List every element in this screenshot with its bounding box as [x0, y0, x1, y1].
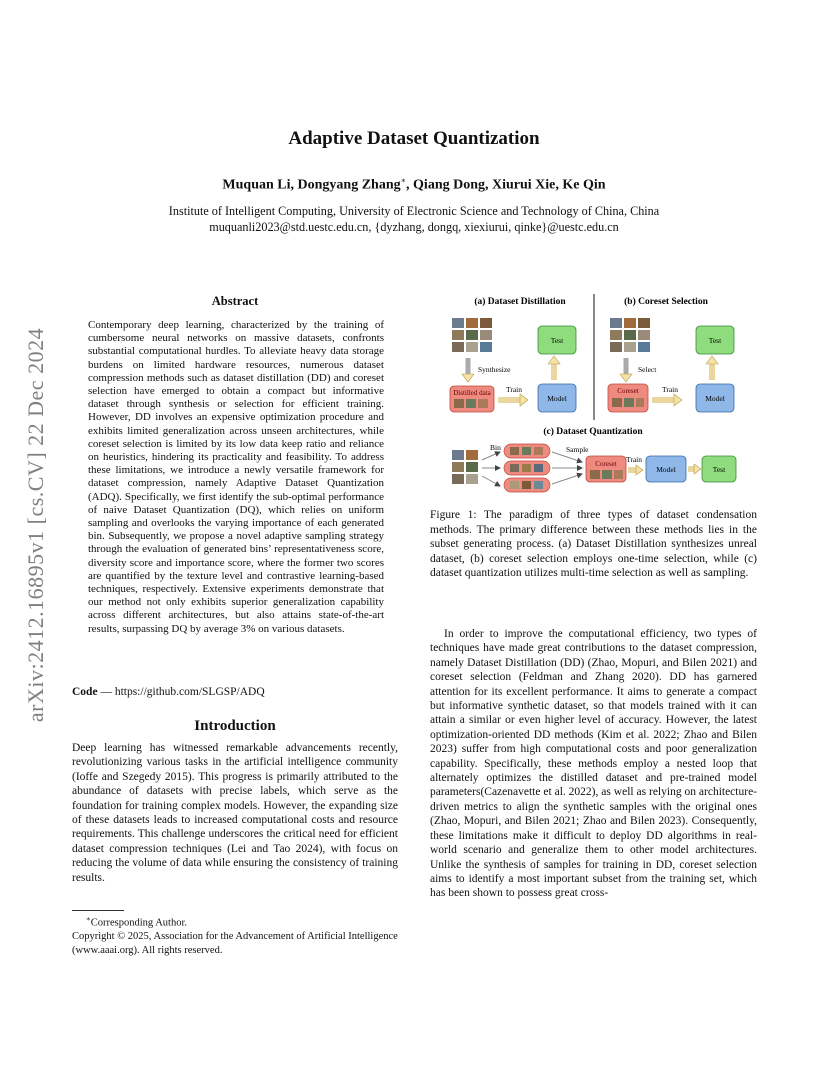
footnote-corresponding [72, 913, 398, 930]
panel-b-image-grid [610, 318, 650, 352]
introduction-paragraph-1: Deep learning has witnessed remarkable advancements recently, revolutionizing various tasks in the artificial intelligence community (Ioffe and Szegedy 2015). This progress is primarily attributed to the abundance of datasets with precise labels, which serve as the foundation for training complex models. However, the expanding size of these datasets leads to increased computational costs and resource requirements. This challenge underscores the critical need for efficient dataset compression techniques (Lei and Tao 2024), with focus on reducing the volume of data while ensuring the consistency of training results. [72, 742, 398, 884]
code-url[interactable]: https://github.com/SLGSP/ADQ [114, 686, 265, 698]
distilled-data-label: Distilled data [453, 389, 491, 397]
code-sep: — [97, 686, 115, 698]
model-label-b: Model [705, 394, 725, 403]
synthesize-arrowhead [462, 374, 474, 382]
footnote-rule [72, 910, 124, 911]
introduction-paragraph-2: In order to improve the computational efficiency, two types of techniques have made great contributions to the dataset compression, namely Dataset Distillation (DD) (Zhao, Mopuri, and Bilen 2021) and coreset selection (Feldman and Zhang 2020). DD has garnered attention for its excellent performance. It aims to generate a compact but informative synthetic dataset, so that models trained with it can attain a similar or even higher level of accuracy. However, the latest optimization-oriented DD methods (Kim et al. 2022; Zhao and Bilen 2023) suffer from high computational costs and poor generalization capability. Specifically, these methods employ a nested loop that alternately optimizes the distilled dataset and pre-trained model parameters(Cazenavette et al. 2022), as well as relying on architecture-driven metrics to align the synthetic samples with the original ones (Zhao, Mopuri, and Bilen 2021; Zhao and Bilen 2023). Consequently, these limitations make it difficult to deploy DD algorithms in real-world scenario and generalize them to other model architectures. Unlike the synthesis of samples for training in DD, coreset selection aims to identify a most important subset from the training set, which has been shown to possess great cross- [430, 628, 757, 900]
caption-prefix: Figure 1: [430, 509, 484, 521]
sample-label: Sample [566, 445, 589, 454]
introduction-heading: Introduction [194, 718, 276, 734]
panel-c-image-grid [452, 450, 478, 484]
copyright-notice: Copyright © 2025, Association for the Advancement of Artificial Intelligence (www.aaai.org). All rights reserved. [72, 931, 398, 956]
select-label: Select [638, 365, 657, 374]
corresponding-mark: ∗ [400, 176, 407, 185]
test-label-b: Test [708, 336, 722, 345]
synthesize-label: Synthesize [478, 365, 511, 374]
panel-a-image-grid [452, 318, 492, 352]
train-arrow-b [674, 394, 682, 406]
up-arrow-a [548, 356, 560, 364]
test-label-a: Test [550, 336, 564, 345]
authors-rest: , Qiang Dong, Xiurui Xie, Ke Qin [406, 177, 606, 193]
author-list [0, 176, 828, 194]
train-arrow-c [636, 465, 643, 475]
panel-a-title: (a) Dataset Distillation [474, 297, 566, 307]
arxiv-id: arXiv:2412.16895v1 [cs.CV] 22 Dec 2024 [23, 327, 48, 723]
figure-1-caption [430, 508, 757, 581]
train-label-b: Train [662, 385, 678, 394]
abstract-text: Contemporary deep learning, characterized by the training of cumbersome neural networks on massive datasets, confronts substantial computational hurdles. To alleviate heavy data storage burdens on limited hardware resources, numerous dataset compression methods such as dataset distillation (DD) and coreset selection have emerged to obtain a compact but informative dataset through synthesis or selection for efficient training. However, DD involves an expensive optimization procedure and exhibits limited generalization across unseen architectures, while coreset selection is limited by its low data keep ratio and reliance on heuristics, hindering its practicality and feasibility. To address these limitations, we introduce a newly versatile framework for dataset compression, namely Adaptive Dataset Quantization (ADQ). Specifically, we first identify the sub-optimal performance of naive Dataset Quantization (DQ), which relies on uniform sampling and overlooks the varying importance of each generated bin. Subsequently, we propose a novel adaptive sampling strategy through the evaluation of generated bins’ representativeness score, diversity score and importance score, where the former two scores are quantified by the texture level and contrastive learning-based techniques, respectively. Extensive experiments demonstrate that our method not only exhibits superior generalization capability across different architectures, but also attains state-of-the-art results, surpassing DQ by average 3% on various datasets. [88, 319, 384, 635]
code-label: Code [72, 686, 98, 698]
code-line [72, 686, 398, 698]
abstract-heading: Abstract [211, 294, 259, 308]
figure-1-diagram [448, 290, 738, 500]
model-label-c: Model [656, 465, 676, 474]
figure-1 [448, 290, 738, 500]
up-arrow-b [706, 356, 718, 364]
affiliation-block [0, 203, 828, 235]
caption-text: The paradigm of three types of dataset condensation methods. The primary difference between these methods lies in the subset generating process. (a) Dataset Distillation synthesizes unreal dataset, (b) coreset selection employs one-time selection, while (c) dataset quantization utilizes multi-time selection as well as sampling. [430, 509, 757, 579]
model-label-a: Model [547, 394, 567, 403]
paper-title: Adaptive Dataset Quantization [288, 128, 540, 149]
footnote-block [72, 913, 398, 957]
test-arrow-c [694, 464, 701, 474]
train-label-c: Train [626, 455, 642, 464]
arxiv-stamp [16, 290, 56, 760]
test-label-c: Test [712, 465, 726, 474]
author-emails: muquanli2023@std.uestc.edu.cn, {dyzhang, dongq, xiexiurui, qinke}@uestc.edu.cn [209, 220, 619, 234]
bin-label: Bin [490, 443, 501, 452]
coreset-label-b: Coreset [617, 387, 639, 395]
authors-first: Muquan Li, Dongyang Zhang [222, 177, 401, 193]
footnote-mark: ∗ [86, 915, 91, 923]
footnote-text: Corresponding Author. [90, 917, 188, 929]
coreset-label-c: Coreset [595, 460, 617, 468]
panel-b-title: (b) Coreset Selection [624, 297, 708, 307]
affiliation: Institute of Intelligent Computing, University of Electronic Science and Technology of China, China [168, 204, 660, 218]
train-label-a: Train [506, 385, 522, 394]
panel-c-title: (c) Dataset Quantization [543, 427, 643, 437]
